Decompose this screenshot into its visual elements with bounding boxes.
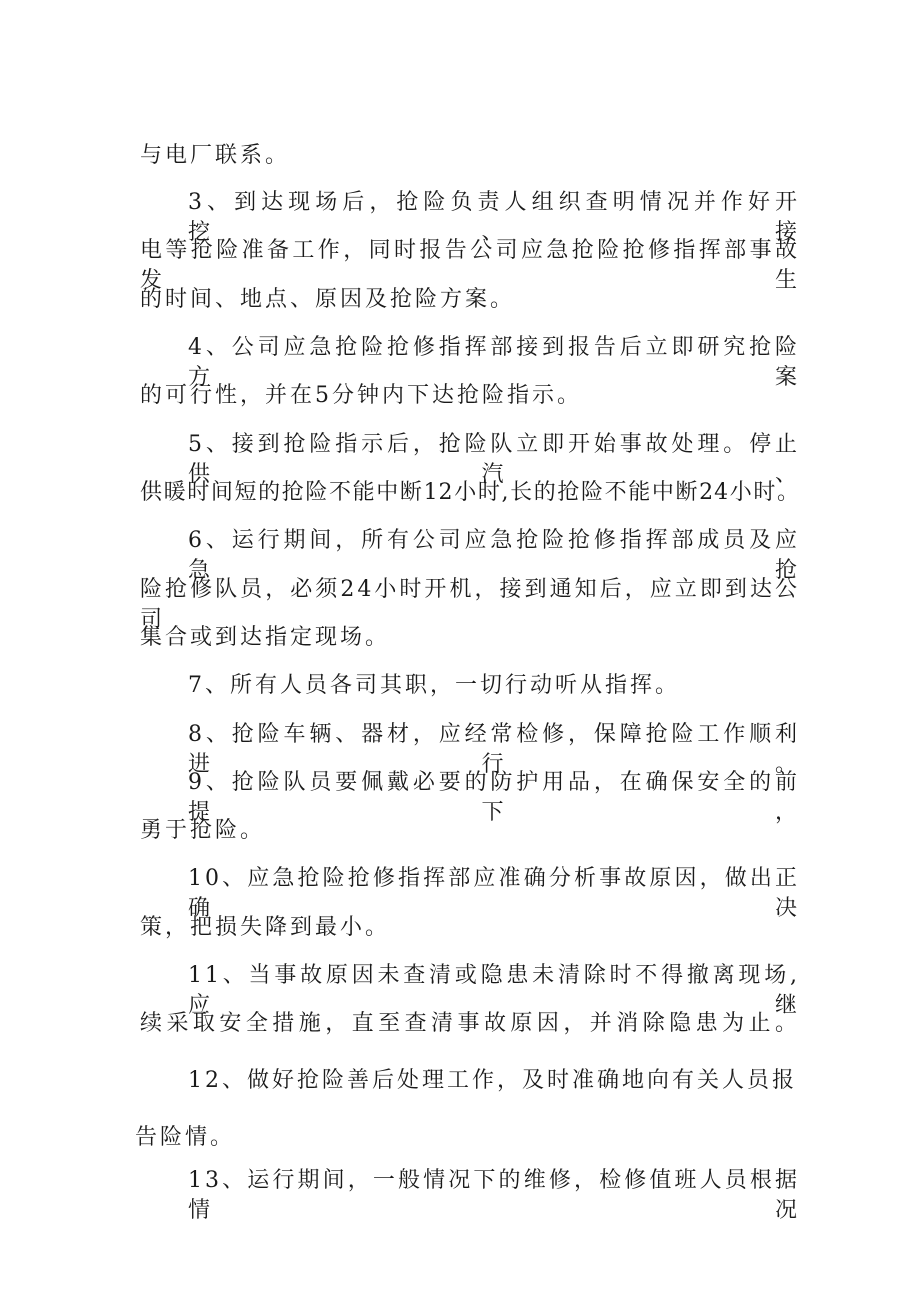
text-line: 与电厂联系。 [140,143,291,168]
text-line: 电等抢险准备工作，同时报告公司应急抢险抢修指挥部事故发生 [140,238,800,293]
text-line: 供暖时间短的抢险不能中断12小时,长的抢险不能中断24小时。 [140,480,800,505]
text-line: 6、运行期间，所有公司应急抢险抢修指挥部成员及应急抢 [188,528,800,583]
text-line: 3、到达现场后，抢险负责人组织查明情况并作好开挖、接 [188,190,800,245]
text-line: 5、接到抢险指示后，抢险队立即开始事故处理。停止供汽、 [188,432,800,487]
text-line: 10、应急抢险抢修指挥部应准确分析事故原因，做出正确决 [188,866,800,921]
text-line: 9、抢险队员要佩戴必要的防护用品，在确保安全的前提下， [188,770,800,825]
text-line: 险抢修队员，必须24小时开机，接到通知后，应立即到达公司 [140,577,800,632]
text-line: 12、做好抢险善后处理工作，及时准确地向有关人员报 [188,1068,797,1093]
text-line: 的时间、地点、原因及抢险方案。 [140,287,516,312]
text-line: 11、当事故原因未查清或隐患未清除时不得撤离现场,应继 [188,963,800,1018]
text-line: 告险情。 [135,1125,236,1150]
text-line: 8、抢险车辆、器材，应经常检修，保障抢险工作顺利进行。 [188,722,800,777]
text-line: 7、所有人员各司其职，一切行动听从指挥。 [188,673,680,698]
text-line: 续采取安全措施，直至查清事故原因，并消除隐患为止。 [140,1011,800,1036]
text-line: 的可行性，并在5分钟内下达抢险指示。 [140,383,582,408]
text-line: 13、运行期间，一般情况下的维修，检修值班人员根据情况 [188,1168,800,1223]
text-line: 勇于抢险。 [140,818,266,843]
text-line: 4、公司应急抢险抢修指挥部接到报告后立即研究抢险方案 [188,335,800,390]
text-line: 集合或到达指定现场。 [140,625,391,650]
text-line: 策，把损失降到最小。 [140,915,391,940]
